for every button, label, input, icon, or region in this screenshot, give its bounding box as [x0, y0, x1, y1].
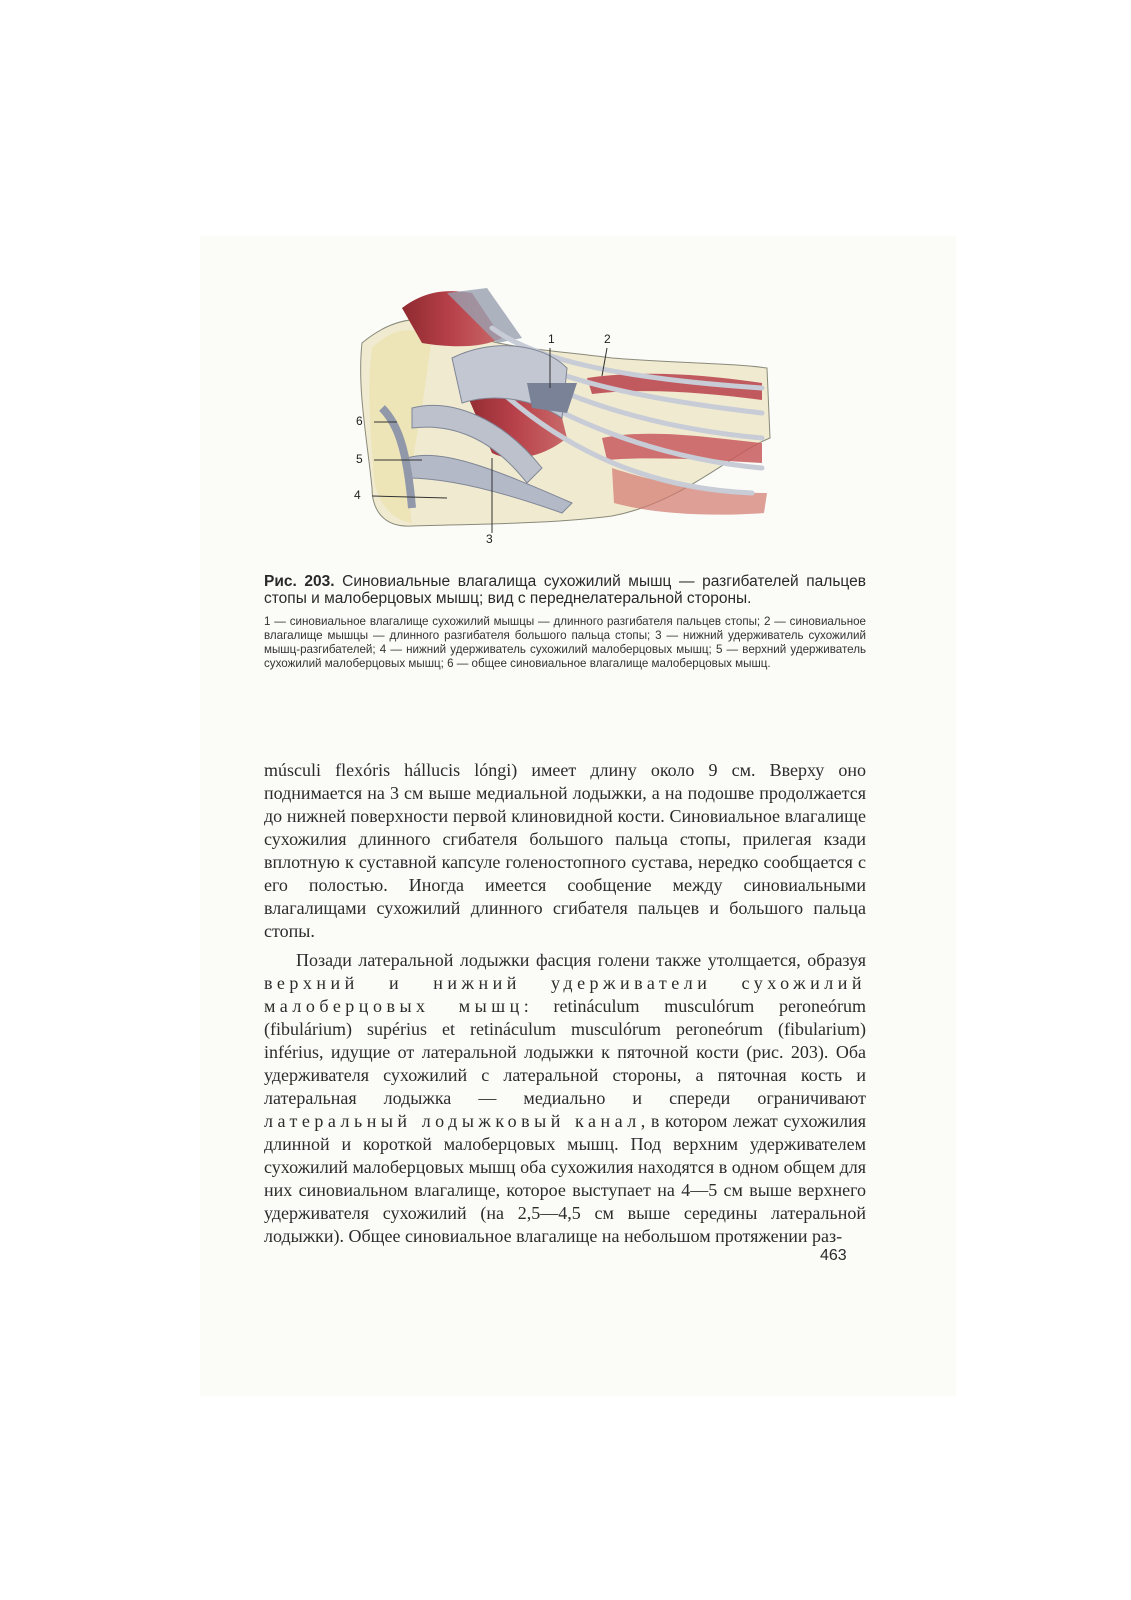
- figure-label-1: 1: [548, 332, 555, 346]
- caption-title: [264, 573, 866, 607]
- figure-label-3: 3: [486, 532, 493, 546]
- paragraph-2-part-e: , в котором лежат сухожилия длинной и короткой малоберцовых мышц. Под верхним удерживателем сухожилий малоберцовых мышц оба сухожилия находятся в одном общем для них синовиальном влагалище, которое выступает на 4—5 см выше верхнего удерживателя сухожилий (на 2,5—4,5 см выше середины латеральной лодыжки). Общее синовиальное влагалище на небольшом протяжении раз-: [264, 1111, 866, 1246]
- anatomy-figure: [352, 288, 772, 550]
- paragraph-2-part-a: Позади латеральной лодыжки фасция голени также утолщается, образуя: [296, 950, 866, 970]
- body-text: [264, 759, 866, 1248]
- caption-title-text: Синовиальные влагалища сухожилий мышц — разгибателей пальцев стопы и малоберцовых мышц; вид с переднелатеральной стороны.: [264, 573, 866, 607]
- paragraph-1: músculi flexóris hállucis lóngi) имеет длину около 9 см. Вверху оно поднимается на 3 см выше медиальной лодыжки, а на подошве продолжается до нижней поверхности первой клиновидной кости. Синовиальное влагалище сухожилия длинного сгибателя большого пальца стопы, прилегая кзади вплотную к суставной капсуле голеностопного сустава, нередко сообщается с его полостью. Иногда имеется сообщение между синовиальными влагалищами сухожилий длинного сгибателя пальцев и большого пальца стопы.: [264, 760, 866, 941]
- paragraph-2: [264, 949, 866, 1248]
- figure-label-2: 2: [604, 332, 611, 346]
- caption-legend: 1 — синовиальное влагалище сухожилий мышцы — длинного разгибателя пальцев стопы; 2 — синовиальное влагалище мышцы — длинного разгибателя большого пальца стопы; 3 — нижний удерживатель сухожилий мышц-разгибателей; 4 — нижний удерживатель сухожилий малоберцовых мышц; 5 — верхний удерживатель сухожилий малоберцовых мышц; 6 — общее синовиальное влагалище малоберцовых мышц.: [264, 615, 866, 670]
- figure-label-6: 6: [356, 414, 363, 428]
- foot-illustration: [352, 288, 772, 550]
- term-lateral-canal: латеральный лодыжковый канал: [264, 1111, 641, 1131]
- paragraph-2-part-c: : retináculum musculórum peroneórum (fibulárium) supérius et retináculum musculórum peroneórum (fibularium) inférius, идущие от латеральной лодыжки к пяточной кости (рис. 203). Оба удерживателя сухожилий с латеральной стороны, а пяточная кость и латеральная лодыжка — медиально и спереди ограничивают: [264, 996, 866, 1108]
- figure-number: Рис. 203.: [264, 573, 335, 590]
- figure-caption: [264, 573, 866, 671]
- page-number: 463: [820, 1247, 847, 1264]
- figure-label-5: 5: [356, 452, 363, 466]
- figure-label-4: 4: [354, 488, 361, 502]
- term-retinacula: верхний и нижний удерживатели сухожилий малоберцовых мышц: [264, 973, 866, 1016]
